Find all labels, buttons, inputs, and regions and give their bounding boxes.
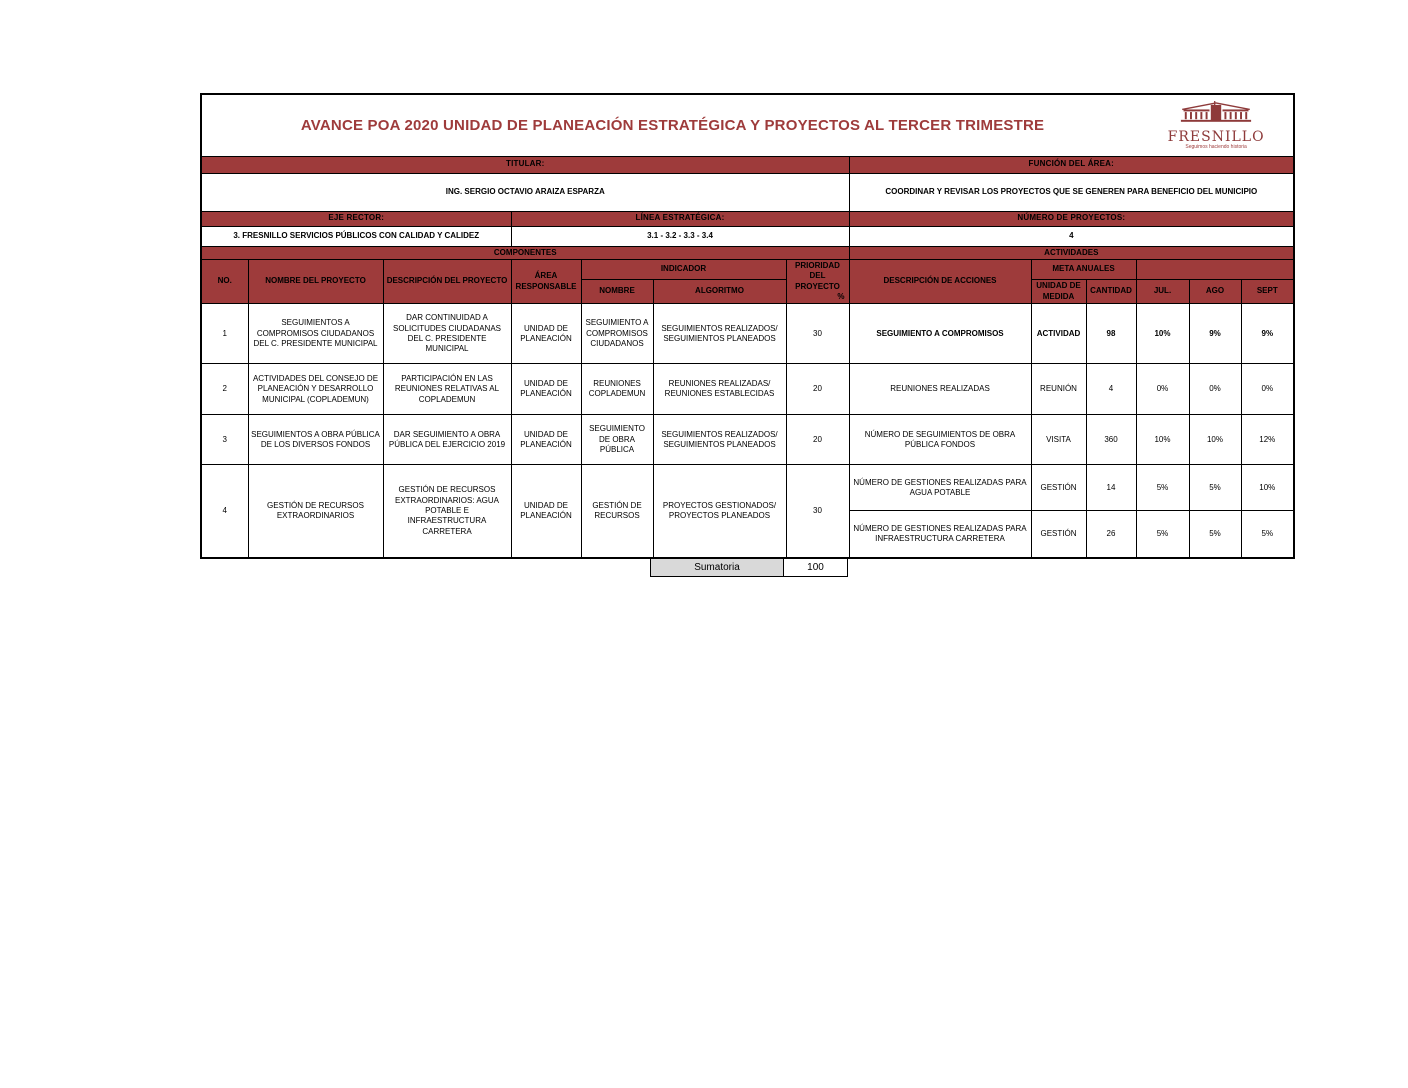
cell-descripcion-proyecto: DAR CONTINUIDAD A SOLICITUDES CIUDADANAS DEL C. PRESIDENTE MUNICIPAL [383, 304, 511, 364]
cell-avance-sept: 5% [1241, 511, 1294, 558]
cell-algoritmo: REUNIONES REALIZADAS/ REUNIONES ESTABLECIDAS [653, 364, 786, 415]
cell-indicador-nombre: REUNIONES COPLADEMUN [581, 364, 653, 415]
col-header-algoritmo: ALGORITMO [653, 279, 786, 304]
col-header-jul: JUL. [1136, 279, 1189, 304]
cell-prioridad: 30 [786, 304, 849, 364]
cell-indicador-nombre: SEGUIMIENTO A COMPROMISOS CIUDADANOS [581, 304, 653, 364]
cell-descripcion-acciones: NÚMERO DE SEGUIMIENTOS DE OBRA PÚBLICA FONDOS [849, 415, 1031, 465]
funcion-area-value: COORDINAR Y REVISAR LOS PROYECTOS QUE SE GENEREN PARA BENEFICIO DEL MUNICIPIO [849, 173, 1294, 211]
logo-tagline: Seguimos haciendo historia [1185, 143, 1247, 150]
cell-descripcion-proyecto: GESTIÓN DE RECURSOS EXTRAORDINARIOS: AGUA POTABLE E INFRAESTRUCTURA CARRETERA [383, 465, 511, 558]
table-row [201, 465, 1294, 511]
fresnillo-building-icon [1177, 101, 1255, 129]
cell-nombre-proyecto: ACTIVIDADES DEL CONSEJO DE PLANEACIÓN Y DESARROLLO MUNICIPAL (COPLADEMUN) [248, 364, 383, 415]
cell-nombre-proyecto: SEGUIMIENTOS A COMPROMISOS CIUDADANOS DEL C. PRESIDENTE MUNICIPAL [248, 304, 383, 364]
linea-estrategica-value: 3.1 - 3.2 - 3.3 - 3.4 [511, 226, 849, 246]
cell-avance-jul: 10% [1136, 415, 1189, 465]
cell-avance-sept: 12% [1241, 415, 1294, 465]
logo-wordmark: FRESNILLO [1167, 128, 1265, 145]
cell-area-responsable: UNIDAD DE PLANEACIÓN [511, 415, 581, 465]
cell-descripcion-acciones: SEGUIMIENTO A COMPROMISOS [849, 304, 1031, 364]
col-header-prioridad: PRIORIDAD DEL PROYECTO % [786, 259, 849, 304]
eje-rector-value: 3. FRESNILLO SERVICIOS PÚBLICOS CON CALIDAD Y CALIDEZ [201, 226, 511, 246]
title-band [201, 94, 1294, 156]
cell-descripcion-acciones: NÚMERO DE GESTIONES REALIZADAS PARA INFRAESTRUCTURA CARRETERA [849, 511, 1031, 558]
col-header-descripcion-proyecto: DESCRIPCIÓN DEL PROYECTO [383, 259, 511, 304]
linea-estrategica-label: LÍNEA ESTRATÉGICA: [511, 211, 849, 226]
cell-avance-ago: 10% [1189, 415, 1241, 465]
cell-algoritmo: SEGUIMIENTOS REALIZADOS/ SEGUIMIENTOS PLANEADOS [653, 304, 786, 364]
cell-cantidad: 14 [1086, 465, 1136, 511]
cell-descripcion-proyecto: PARTICIPACIÓN EN LAS REUNIONES RELATIVAS AL COPLADEMUN [383, 364, 511, 415]
table-row [201, 415, 1294, 465]
col-header-avance [1136, 259, 1294, 279]
col-header-ago: AGO [1189, 279, 1241, 304]
cell-unidad-medida: ACTIVIDAD [1031, 304, 1086, 364]
cell-cantidad: 360 [1086, 415, 1136, 465]
table-row [201, 364, 1294, 415]
cell-prioridad: 20 [786, 415, 849, 465]
cell-area-responsable: UNIDAD DE PLANEACIÓN [511, 304, 581, 364]
cell-no: 3 [201, 415, 248, 465]
cell-descripcion-acciones: REUNIONES REALIZADAS [849, 364, 1031, 415]
sumatoria-row [650, 559, 1295, 577]
cell-prioridad: 20 [786, 364, 849, 415]
cell-unidad-medida: REUNIÓN [1031, 364, 1086, 415]
funcion-area-label: FUNCIÓN DEL ÁREA: [849, 156, 1294, 173]
col-header-no: NO. [201, 259, 248, 304]
page-title: AVANCE POA 2020 UNIDAD DE PLANEACIÓN ESTRATÉGICA Y PROYECTOS AL TERCER TRIMESTRE [300, 116, 1045, 134]
cell-avance-ago: 9% [1189, 304, 1241, 364]
sumatoria-label: Sumatoria [650, 559, 784, 577]
cell-avance-ago: 5% [1189, 511, 1241, 558]
titular-label: TITULAR: [201, 156, 849, 173]
cell-nombre-proyecto: GESTIÓN DE RECURSOS EXTRAORDINARIOS [248, 465, 383, 558]
cell-cantidad: 26 [1086, 511, 1136, 558]
cell-descripcion-acciones: NÚMERO DE GESTIONES REALIZADAS PARA AGUA POTABLE [849, 465, 1031, 511]
col-header-cantidad: CANTIDAD [1086, 279, 1136, 304]
cell-avance-sept: 10% [1241, 465, 1294, 511]
cell-unidad-medida: GESTIÓN [1031, 511, 1086, 558]
cell-indicador-nombre: SEGUIMIENTO DE OBRA PÚBLICA [581, 415, 653, 465]
cell-prioridad: 30 [786, 465, 849, 558]
col-header-meta-anuales: META ANUALES [1031, 259, 1136, 279]
col-header-indicador-nombre: NOMBRE [581, 279, 653, 304]
col-header-descripcion-acciones: DESCRIPCIÓN DE ACCIONES [849, 259, 1031, 304]
col-header-indicador: INDICADOR [581, 259, 786, 279]
cell-cantidad: 98 [1086, 304, 1136, 364]
cell-avance-sept: 9% [1241, 304, 1294, 364]
col-header-nombre-proyecto: NOMBRE DEL PROYECTO [248, 259, 383, 304]
cell-indicador-nombre: GESTIÓN DE RECURSOS [581, 465, 653, 558]
poa-report-sheet [200, 93, 1295, 577]
numero-proyectos-label: NÚMERO DE PROYECTOS: [849, 211, 1294, 226]
table-row [201, 304, 1294, 364]
cell-avance-jul: 0% [1136, 364, 1189, 415]
cell-avance-ago: 0% [1189, 364, 1241, 415]
titular-value: ING. SERGIO OCTAVIO ARAIZA ESPARZA [201, 173, 849, 211]
section-componentes: COMPONENTES [201, 246, 849, 259]
cell-avance-ago: 5% [1189, 465, 1241, 511]
cell-avance-sept: 0% [1241, 364, 1294, 415]
cell-nombre-proyecto: SEGUIMIENTOS A OBRA PÚBLICA DE LOS DIVERSOS FONDOS [248, 415, 383, 465]
cell-unidad-medida: GESTIÓN [1031, 465, 1086, 511]
cell-no: 1 [201, 304, 248, 364]
cell-cantidad: 4 [1086, 364, 1136, 415]
eje-rector-label: EJE RECTOR: [201, 211, 511, 226]
numero-proyectos-value: 4 [849, 226, 1294, 246]
col-header-area-responsable: ÁREA RESPONSABLE [511, 259, 581, 304]
col-header-sept: SEPT [1241, 279, 1294, 304]
cell-avance-jul: 5% [1136, 465, 1189, 511]
col-header-unidad-medida: UNIDAD DE MEDIDA [1031, 279, 1086, 304]
fresnillo-logo [1141, 101, 1291, 150]
cell-algoritmo: SEGUIMIENTOS REALIZADOS/ SEGUIMIENTOS PLANEADOS [653, 415, 786, 465]
cell-descripcion-proyecto: DAR SEGUIMIENTO A OBRA PÚBLICA DEL EJERCICIO 2019 [383, 415, 511, 465]
cell-avance-jul: 5% [1136, 511, 1189, 558]
cell-avance-jul: 10% [1136, 304, 1189, 364]
sumatoria-value: 100 [784, 559, 848, 577]
cell-no: 4 [201, 465, 248, 558]
cell-algoritmo: PROYECTOS GESTIONADOS/ PROYECTOS PLANEADOS [653, 465, 786, 558]
section-actividades: ACTIVIDADES [849, 246, 1294, 259]
cell-unidad-medida: VISITA [1031, 415, 1086, 465]
cell-area-responsable: UNIDAD DE PLANEACIÓN [511, 364, 581, 415]
cell-no: 2 [201, 364, 248, 415]
cell-area-responsable: UNIDAD DE PLANEACIÓN [511, 465, 581, 558]
poa-table [200, 93, 1295, 559]
